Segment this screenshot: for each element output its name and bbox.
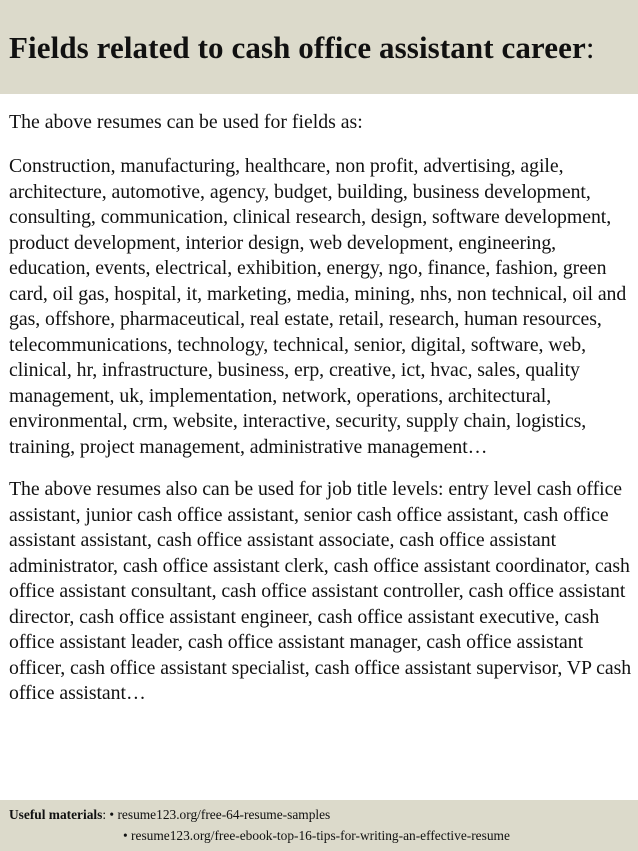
fields-paragraph: Construction, manufacturing, healthcare, non profit, advertising, agile, architecture, automotive, agency, budget, building, business development, consulting, communication, clinical research, design, software development, product development, interior design, web development, engineering, education, events, electrical, exhibition, energy, ngo, finance, fashion, green card, oil gas, hospital, it, marketing, media, mining, nhs, non technical, oil and gas, offshore, pharmaceutical, real estate, retail, research, human resources, telecommunications, technology, technical, senior, digital, software, web, clinical, hr, infrastructure, business, erp, creative, ict, hvac, sales, quality management, uk, implementation, network, operations, architectural, environmental, crm, website, interactive, security, supply chain, logistics, training, project management, administrative management… (9, 155, 627, 458)
footer-row-1 (9, 806, 330, 824)
page-title (9, 28, 595, 68)
job-levels-paragraph: The above resumes also can be used for job title levels: entry level cash office assistant, junior cash office assistant, senior cash office assistant, cash office assistant assistant, cash office assistant associate, cash office assistant administrator, cash office assistant clerk, cash office assistant coordinator, cash office assistant consultant, cash office assistant controller, cash office assistant director, cash office assistant engineer, cash office assistant executive, cash office assistant leader, cash office assistant manager, cash office assistant officer, cash office assistant specialist, cash office assistant supervisor, VP cash office assistant… (9, 478, 632, 704)
useful-materials-footer (0, 800, 638, 851)
resource-link-2[interactable]: • resume123.org/free-ebook-top-16-tips-for-writing-an-effective-resume (123, 828, 510, 843)
resource-link-1[interactable]: • resume123.org/free-64-resume-samples (109, 807, 331, 822)
title-banner (0, 0, 638, 94)
footer-row-2 (123, 827, 510, 845)
useful-materials-colon: : (102, 807, 110, 822)
useful-materials-label: Useful materials (9, 807, 103, 822)
page-title-text: Fields related to cash office assistant career (9, 30, 586, 65)
main-content (9, 109, 634, 707)
page-title-colon: : (585, 30, 595, 65)
intro-text: The above resumes can be used for fields as: (9, 111, 363, 133)
